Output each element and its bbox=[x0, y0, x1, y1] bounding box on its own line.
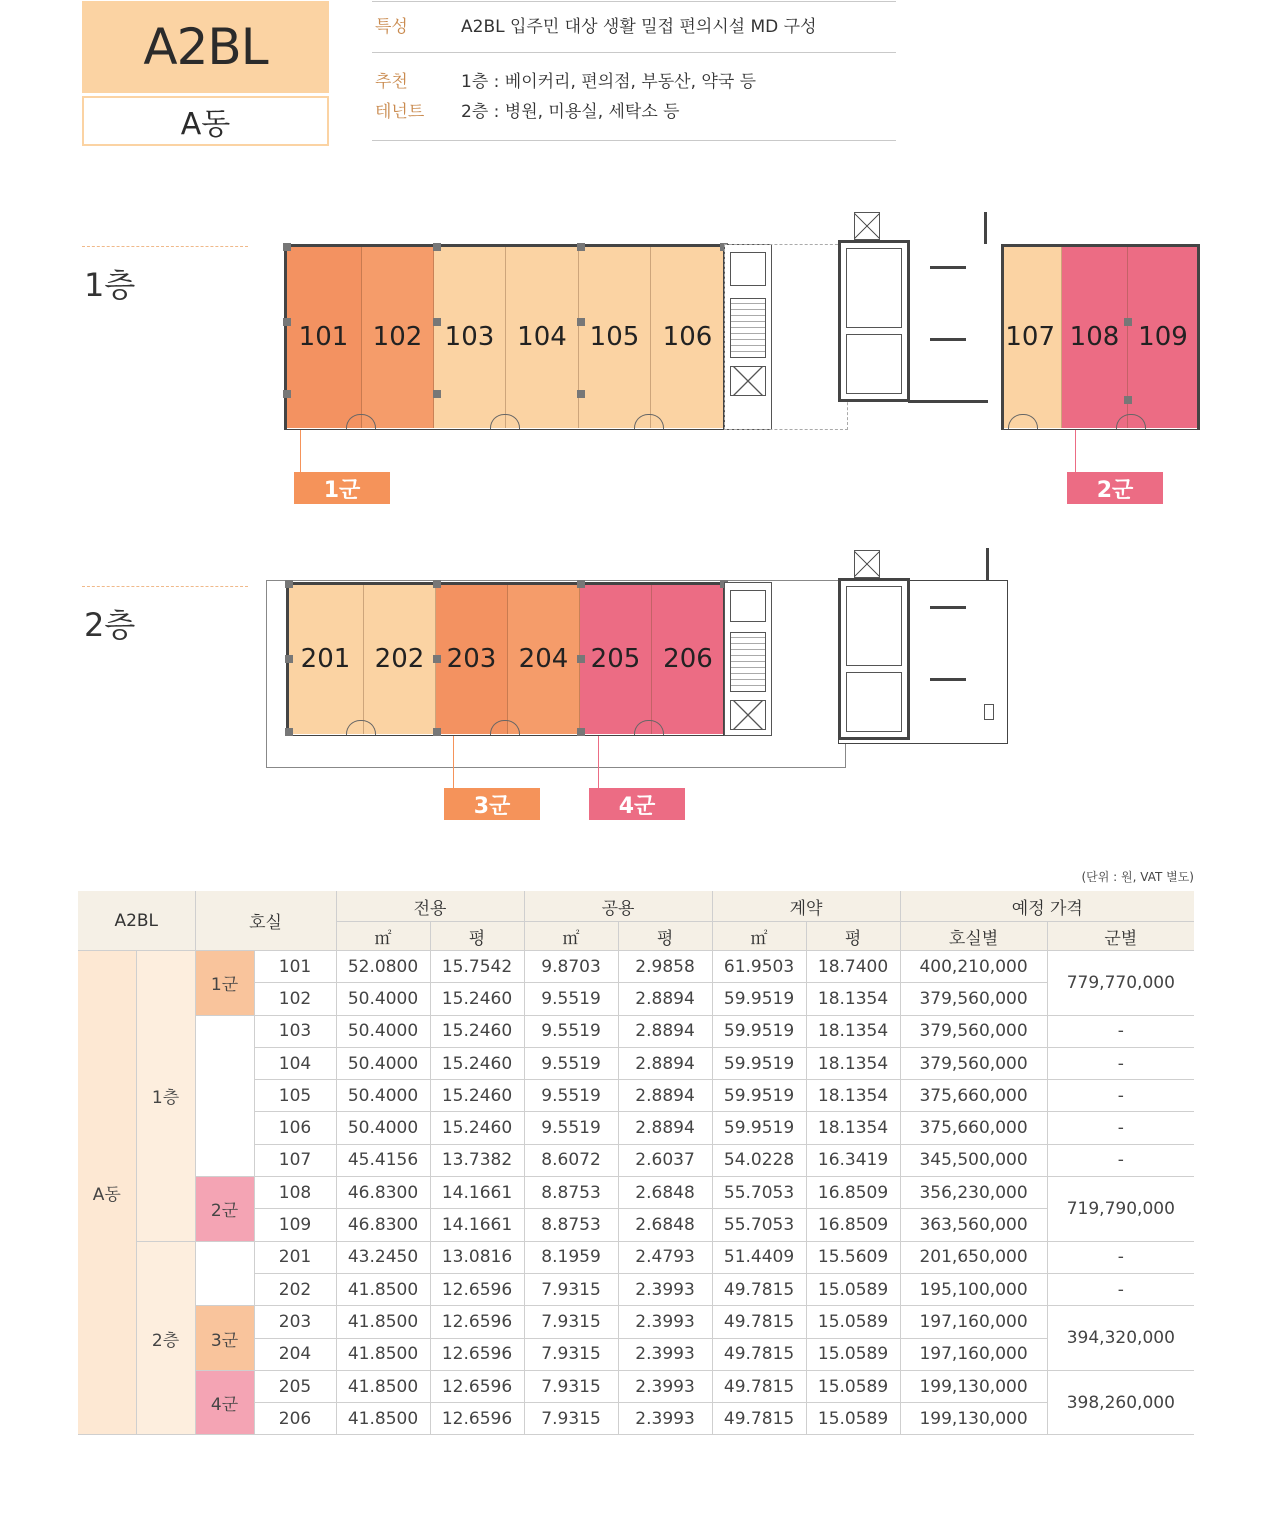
column-marker bbox=[283, 243, 291, 251]
group-cell: 3군 bbox=[195, 1306, 254, 1371]
group-total-cell: - bbox=[1047, 1112, 1194, 1144]
value-cell: 59.9519 bbox=[712, 1112, 806, 1144]
value-cell: 9.5519 bbox=[524, 983, 618, 1015]
value-cell: 49.7815 bbox=[712, 1338, 806, 1370]
group-total-cell: 719,790,000 bbox=[1047, 1177, 1194, 1242]
unit-104[interactable]: 104 bbox=[506, 246, 579, 428]
tenant-floor1: 1층 : 베이커리, 편의점, 부동산, 약국 등 bbox=[461, 72, 757, 92]
info-key-tenants-line1: 추천 bbox=[375, 72, 408, 92]
value-cell: 50.4000 bbox=[336, 983, 430, 1015]
value-cell: 13.7382 bbox=[430, 1144, 524, 1176]
value-cell: 43.2450 bbox=[336, 1241, 430, 1273]
value-cell: 55.7053 bbox=[712, 1177, 806, 1209]
value-cell: 54.0228 bbox=[712, 1144, 806, 1176]
room-cell: 104 bbox=[254, 1047, 336, 1079]
value-cell: 50.4000 bbox=[336, 1080, 430, 1112]
unit-109[interactable]: 109 bbox=[1128, 246, 1198, 428]
value-cell: 15.2460 bbox=[430, 1047, 524, 1079]
header-contract: 계약 bbox=[712, 891, 900, 922]
value-cell: 41.8500 bbox=[336, 1306, 430, 1338]
value-cell: 197,160,000 bbox=[900, 1306, 1047, 1338]
elevator-icon bbox=[730, 590, 766, 622]
value-cell: 41.8500 bbox=[336, 1273, 430, 1305]
group3-leader bbox=[453, 736, 454, 788]
value-cell: 379,560,000 bbox=[900, 1015, 1047, 1047]
value-cell: 2.8894 bbox=[618, 983, 712, 1015]
header-room: 호실 bbox=[195, 891, 336, 951]
value-cell: 59.9519 bbox=[712, 1015, 806, 1047]
group-total-cell: - bbox=[1047, 1144, 1194, 1176]
sub-sqm: ㎡ bbox=[524, 922, 618, 951]
column-marker bbox=[433, 390, 441, 398]
room-cell: 206 bbox=[254, 1403, 336, 1435]
group4-tag: 4군 bbox=[589, 788, 685, 820]
value-cell: 199,130,000 bbox=[900, 1403, 1047, 1435]
value-cell: 201,650,000 bbox=[900, 1241, 1047, 1273]
value-cell: 2.8894 bbox=[618, 1112, 712, 1144]
value-cell: 59.9519 bbox=[712, 983, 806, 1015]
sub-sqm: ㎡ bbox=[712, 922, 806, 951]
stairs-icon bbox=[730, 632, 766, 692]
value-cell: 7.9315 bbox=[524, 1403, 618, 1435]
value-cell: 51.4409 bbox=[712, 1241, 806, 1273]
value-cell: 49.7815 bbox=[712, 1306, 806, 1338]
value-cell: 379,560,000 bbox=[900, 1047, 1047, 1079]
column-marker bbox=[285, 655, 293, 663]
info-row-tenants bbox=[372, 53, 896, 141]
value-cell: 41.8500 bbox=[336, 1338, 430, 1370]
block-code: A2BL bbox=[82, 1, 329, 93]
column-marker bbox=[577, 580, 585, 588]
group-total-cell: - bbox=[1047, 1241, 1194, 1273]
column-marker bbox=[577, 243, 585, 251]
value-cell: 16.8509 bbox=[806, 1177, 900, 1209]
value-cell: 7.9315 bbox=[524, 1338, 618, 1370]
value-cell: 49.7815 bbox=[712, 1273, 806, 1305]
column-marker bbox=[577, 318, 585, 326]
group-cell: 2군 bbox=[195, 1177, 254, 1242]
value-cell: 52.0800 bbox=[336, 951, 430, 983]
room-cell: 205 bbox=[254, 1370, 336, 1402]
value-cell: 18.1354 bbox=[806, 983, 900, 1015]
unit-note: (단위 : 원, VAT 별도) bbox=[1081, 870, 1194, 884]
value-cell: 50.4000 bbox=[336, 1112, 430, 1144]
value-cell: 2.4793 bbox=[618, 1241, 712, 1273]
wall-segment bbox=[984, 212, 987, 244]
value-cell: 2.3993 bbox=[618, 1306, 712, 1338]
value-cell: 45.4156 bbox=[336, 1144, 430, 1176]
info-value-feature: A2BL 입주민 대상 생활 밀접 편의시설 MD 구성 bbox=[461, 17, 817, 37]
fixture-icon bbox=[984, 704, 994, 720]
floor1-label: 1층 bbox=[84, 266, 136, 304]
value-cell: 14.1661 bbox=[430, 1177, 524, 1209]
floor2-divider bbox=[82, 586, 248, 587]
room-cell: 102 bbox=[254, 983, 336, 1015]
unit-107[interactable]: 107 bbox=[990, 246, 1062, 428]
table-row bbox=[78, 1177, 1194, 1209]
header-price: 예정 가격 bbox=[900, 891, 1194, 922]
wall-segment bbox=[930, 606, 966, 609]
column-marker bbox=[433, 243, 441, 251]
group3-tag: 3군 bbox=[444, 788, 540, 820]
value-cell: 59.9519 bbox=[712, 1080, 806, 1112]
value-cell: 345,500,000 bbox=[900, 1144, 1047, 1176]
floor-cell: 1층 bbox=[136, 951, 195, 1242]
value-cell: 16.8509 bbox=[806, 1209, 900, 1241]
value-cell: 13.0816 bbox=[430, 1241, 524, 1273]
value-cell: 49.7815 bbox=[712, 1370, 806, 1402]
room-cell: 204 bbox=[254, 1338, 336, 1370]
value-cell: 50.4000 bbox=[336, 1047, 430, 1079]
value-cell: 49.7815 bbox=[712, 1403, 806, 1435]
value-cell: 15.0589 bbox=[806, 1338, 900, 1370]
tenant-floor2: 2층 : 병원, 미용실, 세탁소 등 bbox=[461, 102, 680, 122]
value-cell: 2.8894 bbox=[618, 1015, 712, 1047]
unit-202[interactable]: 202 bbox=[364, 584, 436, 734]
group-total-cell: 779,770,000 bbox=[1047, 951, 1194, 1016]
value-cell: 363,560,000 bbox=[900, 1209, 1047, 1241]
value-cell: 2.6037 bbox=[618, 1144, 712, 1176]
value-cell: 12.6596 bbox=[430, 1306, 524, 1338]
value-cell: 379,560,000 bbox=[900, 983, 1047, 1015]
table-row bbox=[78, 1306, 1194, 1338]
column-marker bbox=[577, 655, 585, 663]
floor2-label: 2층 bbox=[84, 606, 136, 644]
value-cell: 15.2460 bbox=[430, 1112, 524, 1144]
wall-segment bbox=[930, 338, 966, 341]
column-marker bbox=[1124, 396, 1132, 404]
value-cell: 18.1354 bbox=[806, 1080, 900, 1112]
value-cell: 15.2460 bbox=[430, 983, 524, 1015]
column-marker bbox=[433, 728, 441, 736]
unit-103[interactable]: 103 bbox=[434, 246, 506, 428]
group-cell: 1군 bbox=[195, 951, 254, 1016]
value-cell: 12.6596 bbox=[430, 1370, 524, 1402]
sub-pyeong: 평 bbox=[806, 922, 900, 951]
value-cell: 61.9503 bbox=[712, 951, 806, 983]
value-cell: 15.2460 bbox=[430, 1015, 524, 1047]
info-row-feature bbox=[372, 1, 896, 53]
value-cell: 2.6848 bbox=[618, 1177, 712, 1209]
value-cell: 375,660,000 bbox=[900, 1080, 1047, 1112]
floor2-block-wall bbox=[286, 582, 726, 736]
room-cell: 108 bbox=[254, 1177, 336, 1209]
price-table bbox=[78, 891, 1194, 1435]
unit-106[interactable]: 106 bbox=[651, 246, 724, 428]
value-cell: 375,660,000 bbox=[900, 1112, 1047, 1144]
wall-segment bbox=[930, 266, 966, 269]
column-marker bbox=[433, 580, 441, 588]
group1-leader bbox=[300, 430, 301, 472]
group1-tag: 1군 bbox=[294, 472, 390, 504]
notch-wall bbox=[988, 244, 1004, 430]
value-cell: 9.5519 bbox=[524, 1112, 618, 1144]
restroom-icon bbox=[846, 586, 902, 666]
group-total-cell: - bbox=[1047, 1047, 1194, 1079]
room-cell: 107 bbox=[254, 1144, 336, 1176]
value-cell: 9.5519 bbox=[524, 1080, 618, 1112]
value-cell: 197,160,000 bbox=[900, 1338, 1047, 1370]
group2-leader bbox=[1075, 430, 1076, 472]
group-total-cell: 394,320,000 bbox=[1047, 1306, 1194, 1371]
table-row bbox=[78, 1241, 1194, 1273]
info-value-tenants bbox=[461, 67, 896, 140]
sub-pyeong: 평 bbox=[430, 922, 524, 951]
header-block: A2BL bbox=[78, 891, 195, 951]
corridor-outline bbox=[724, 244, 848, 430]
group4-leader bbox=[598, 736, 599, 788]
value-cell: 2.3993 bbox=[618, 1338, 712, 1370]
value-cell: 12.6596 bbox=[430, 1338, 524, 1370]
info-key-tenants-line2: 테넌트 bbox=[375, 102, 425, 122]
room-cell: 201 bbox=[254, 1241, 336, 1273]
value-cell: 16.3419 bbox=[806, 1144, 900, 1176]
value-cell: 8.8753 bbox=[524, 1177, 618, 1209]
table-row bbox=[78, 1015, 1194, 1047]
building-cell: A동 bbox=[78, 951, 136, 1435]
column-marker bbox=[1124, 318, 1132, 326]
unit-102[interactable]: 102 bbox=[362, 246, 434, 428]
header-exclusive: 전용 bbox=[336, 891, 524, 922]
room-cell: 101 bbox=[254, 951, 336, 983]
unit-204[interactable]: 204 bbox=[508, 584, 580, 734]
group-total-cell: - bbox=[1047, 1080, 1194, 1112]
shaft-icon bbox=[854, 212, 880, 240]
building-name: A동 bbox=[82, 96, 329, 146]
info-key-tenants bbox=[372, 67, 461, 140]
restroom-icon bbox=[846, 248, 902, 328]
value-cell: 2.8894 bbox=[618, 1047, 712, 1079]
table-row bbox=[78, 1370, 1194, 1402]
room-cell: 109 bbox=[254, 1209, 336, 1241]
column-marker bbox=[577, 728, 585, 736]
value-cell: 7.9315 bbox=[524, 1273, 618, 1305]
group-cell bbox=[195, 1241, 254, 1306]
value-cell: 2.3993 bbox=[618, 1370, 712, 1402]
wall-segment bbox=[930, 678, 966, 681]
value-cell: 15.0589 bbox=[806, 1403, 900, 1435]
room-cell: 202 bbox=[254, 1273, 336, 1305]
value-cell: 18.1354 bbox=[806, 1047, 900, 1079]
value-cell: 2.6848 bbox=[618, 1209, 712, 1241]
floor1-block-a-wall bbox=[284, 244, 726, 430]
table-row bbox=[78, 951, 1194, 983]
shaft-icon bbox=[730, 700, 766, 730]
column-marker bbox=[433, 655, 441, 663]
group-cell bbox=[195, 1015, 254, 1176]
room-cell: 105 bbox=[254, 1080, 336, 1112]
unit-101[interactable]: 101 bbox=[286, 246, 362, 428]
column-marker bbox=[285, 728, 293, 736]
room-cell: 203 bbox=[254, 1306, 336, 1338]
value-cell: 2.9858 bbox=[618, 951, 712, 983]
column-marker bbox=[283, 318, 291, 326]
column-marker bbox=[285, 580, 293, 588]
restroom-icon bbox=[846, 334, 902, 394]
value-cell: 15.7542 bbox=[430, 951, 524, 983]
value-cell: 195,100,000 bbox=[900, 1273, 1047, 1305]
unit-201[interactable]: 201 bbox=[288, 584, 364, 734]
value-cell: 55.7053 bbox=[712, 1209, 806, 1241]
value-cell: 15.0589 bbox=[806, 1306, 900, 1338]
value-cell: 7.9315 bbox=[524, 1370, 618, 1402]
unit-108[interactable]: 108 bbox=[1062, 246, 1128, 428]
value-cell: 8.8753 bbox=[524, 1209, 618, 1241]
value-cell: 50.4000 bbox=[336, 1015, 430, 1047]
value-cell: 400,210,000 bbox=[900, 951, 1047, 983]
value-cell: 18.1354 bbox=[806, 1015, 900, 1047]
floor1-block-b-wall bbox=[988, 244, 1200, 430]
value-cell: 18.1354 bbox=[806, 1112, 900, 1144]
value-cell: 199,130,000 bbox=[900, 1370, 1047, 1402]
group2-tag: 2군 bbox=[1067, 472, 1163, 504]
value-cell: 2.3993 bbox=[618, 1403, 712, 1435]
sub-per-group: 군별 bbox=[1047, 922, 1194, 951]
info-key-feature: 특성 bbox=[375, 17, 408, 37]
value-cell: 12.6596 bbox=[430, 1273, 524, 1305]
room-cell: 106 bbox=[254, 1112, 336, 1144]
shaft-icon bbox=[854, 550, 880, 578]
column-marker bbox=[577, 390, 585, 398]
column-marker bbox=[433, 318, 441, 326]
group-total-cell: - bbox=[1047, 1015, 1194, 1047]
value-cell: 7.9315 bbox=[524, 1306, 618, 1338]
value-cell: 15.5609 bbox=[806, 1241, 900, 1273]
group-cell: 4군 bbox=[195, 1370, 254, 1435]
wall-segment bbox=[986, 548, 989, 580]
value-cell: 41.8500 bbox=[336, 1370, 430, 1402]
value-cell: 8.1959 bbox=[524, 1241, 618, 1273]
sub-pyeong: 평 bbox=[618, 922, 712, 951]
room-cell: 103 bbox=[254, 1015, 336, 1047]
info-panel bbox=[372, 1, 896, 141]
sub-sqm: ㎡ bbox=[336, 922, 430, 951]
value-cell: 9.5519 bbox=[524, 1047, 618, 1079]
unit-105[interactable]: 105 bbox=[579, 246, 651, 428]
value-cell: 46.8300 bbox=[336, 1209, 430, 1241]
header-common: 공용 bbox=[524, 891, 712, 922]
value-cell: 8.6072 bbox=[524, 1144, 618, 1176]
floor1-divider bbox=[82, 246, 248, 247]
restroom-icon bbox=[846, 672, 902, 732]
value-cell: 356,230,000 bbox=[900, 1177, 1047, 1209]
value-cell: 15.0589 bbox=[806, 1370, 900, 1402]
header-row bbox=[78, 891, 1194, 922]
group-total-cell: - bbox=[1047, 1273, 1194, 1305]
value-cell: 15.0589 bbox=[806, 1273, 900, 1305]
group-total-cell: 398,260,000 bbox=[1047, 1370, 1194, 1435]
value-cell: 12.6596 bbox=[430, 1403, 524, 1435]
unit-206[interactable]: 206 bbox=[652, 584, 724, 734]
column-marker bbox=[283, 390, 291, 398]
value-cell: 2.3993 bbox=[618, 1273, 712, 1305]
sub-per-room: 호실별 bbox=[900, 922, 1047, 951]
value-cell: 46.8300 bbox=[336, 1177, 430, 1209]
unit-205[interactable]: 205 bbox=[580, 584, 652, 734]
floor-cell: 2층 bbox=[136, 1241, 195, 1435]
value-cell: 2.8894 bbox=[618, 1080, 712, 1112]
value-cell: 59.9519 bbox=[712, 1047, 806, 1079]
value-cell: 14.1661 bbox=[430, 1209, 524, 1241]
value-cell: 9.8703 bbox=[524, 951, 618, 983]
unit-203[interactable]: 203 bbox=[436, 584, 508, 734]
value-cell: 15.2460 bbox=[430, 1080, 524, 1112]
value-cell: 9.5519 bbox=[524, 1015, 618, 1047]
value-cell: 18.7400 bbox=[806, 951, 900, 983]
value-cell: 41.8500 bbox=[336, 1403, 430, 1435]
